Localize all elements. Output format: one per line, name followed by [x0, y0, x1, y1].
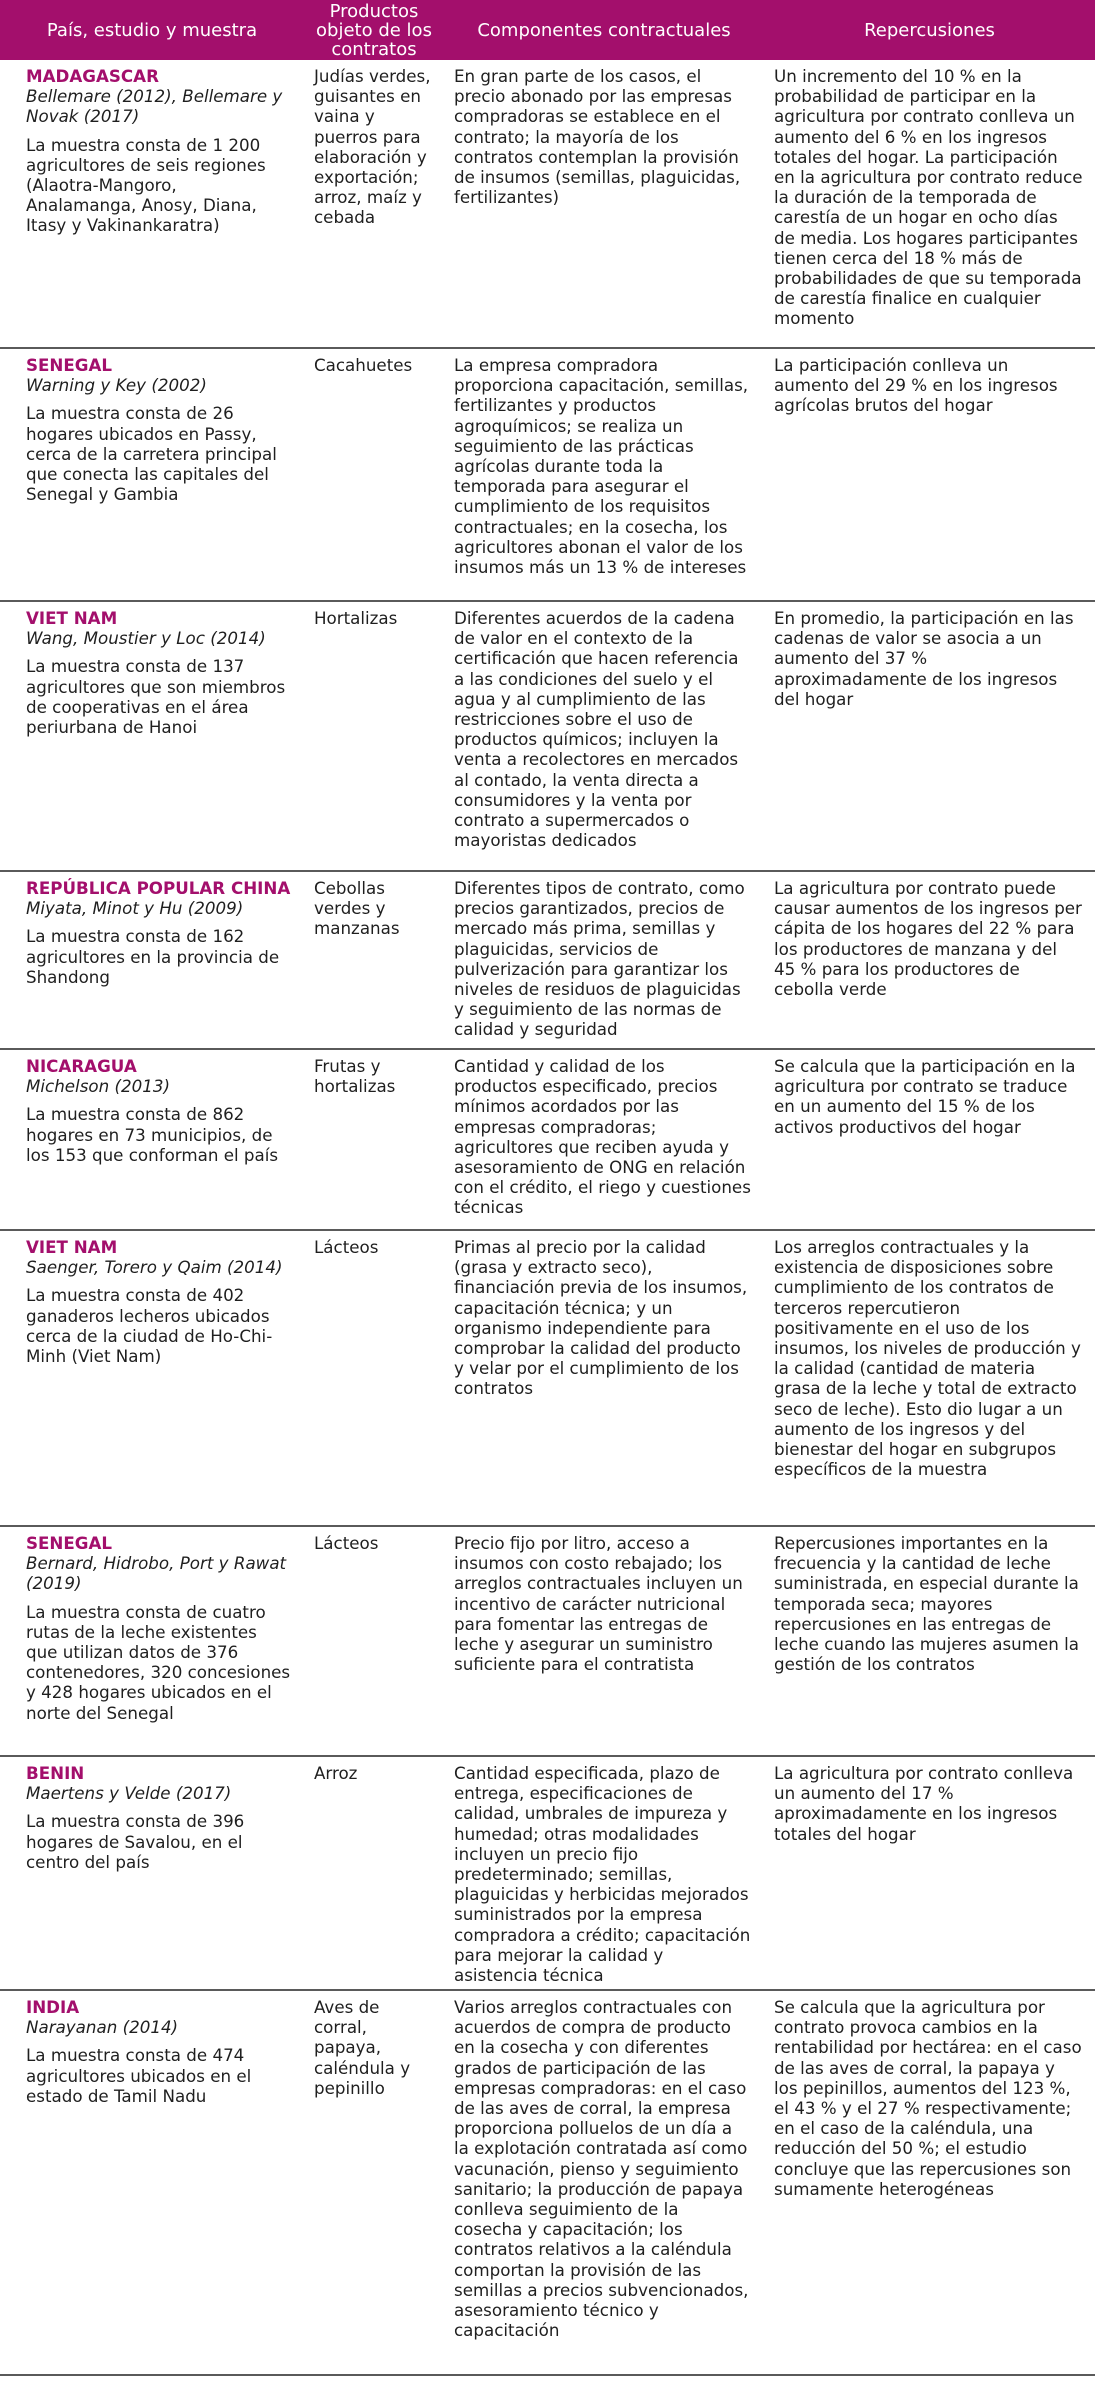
products-cell: Lácteos — [304, 1526, 444, 1756]
components-cell: Diferentes tipos de contrato, como precios garantizados, precios de mercado más prima, semillas y plaguicidas, servicios de pulverización para garantizar los niveles de residuos de plaguicidas y seguimiento de las normas de calidad y seguridad — [444, 871, 764, 1049]
country-name: SENEGAL — [26, 1533, 113, 1553]
country-name: SENEGAL — [26, 355, 113, 375]
impact-cell: Los arreglos contractuales y la existencia de disposiciones sobre cumplimiento de los contratos de terceros repercutieron positivamente en el uso de los insumos, los niveles de producción y la calidad (cantidad de materia grasa de la leche y total de extracto seco de leche). Esto dio lugar a un aumento de los ingresos y del bienestar del hogar en subgrupos específicos de la muestra — [764, 1230, 1095, 1526]
study-cell — [0, 871, 304, 1049]
table-row — [0, 1990, 1095, 2375]
impact-cell: En promedio, la participación en las cadenas de valor se asocia a un aumento del 37 % aproximadamente de los ingresos del hogar — [764, 601, 1095, 871]
table-row — [0, 60, 1095, 348]
components-cell: Cantidad especificada, plazo de entrega, especificaciones de calidad, umbrales de impureza y humedad; otras modalidades incluyen un precio fijo predeterminado; semillas, plaguicidas y herbicidas mejorados suministrados por la empresa compradora a crédito; capacitación para mejorar la calidad y asistencia técnica — [444, 1756, 764, 1990]
sample-description: La muestra consta de 162 agricultores en la provincia de Shandong — [26, 926, 280, 987]
study-authors: Bernard, Hidrobo, Port y Rawat (2019) — [26, 1553, 287, 1594]
sample-description: La muestra consta de 474 agricultores ubicados en el estado de Tamil Nadu — [26, 2045, 252, 2106]
impact-cell: Se calcula que la agricultura por contrato provoca cambios en la rentabilidad por hectárea: en el caso de las aves de corral, la papaya y los pepinillos, aumentos del 123 %, el 43 % y el 27 % respectivamente; en el caso de la caléndula, una reducción del 50 %; el estudio concluye que las repercusiones son sumamente heterogéneas — [764, 1990, 1095, 2375]
country-name: INDIA — [26, 1997, 80, 2017]
header-country-study-sample: País, estudio y muestra — [0, 0, 304, 60]
table-row — [0, 601, 1095, 871]
study-authors: Warning y Key (2002) — [26, 375, 207, 396]
study-authors: Narayanan (2014) — [26, 2017, 179, 2038]
products-cell: Cacahuetes — [304, 348, 444, 601]
table-header — [0, 0, 1095, 60]
products-cell: Arroz — [304, 1756, 444, 1990]
impact-cell: Repercusiones importantes en la frecuencia y la cantidad de leche suministrada, en especial durante la temporada seca; mayores repercusiones en las entregas de leche cuando las mujeres asumen la gestión de los contratos — [764, 1526, 1095, 1756]
country-name: BENIN — [26, 1763, 85, 1783]
study-authors: Wang, Moustier y Loc (2014) — [26, 628, 266, 649]
country-name: NICARAGUA — [26, 1056, 137, 1076]
sample-description: La muestra consta de 862 hogares en 73 municipios, de los 153 que conforman el país — [26, 1104, 279, 1165]
study-cell — [0, 1049, 304, 1230]
country-name: REPÚBLICA POPULAR CHINA — [26, 878, 291, 898]
components-cell: Diferentes acuerdos de la cadena de valor en el contexto de la certificación que hacen referencia a las condiciones del suelo y el agua y al cumplimiento de las restricciones sobre el uso de productos químicos; incluyen la venta a recolectores en mercados al contado, la venta directa a consumidores y la venta por contrato a supermercados o mayoristas dedicados — [444, 601, 764, 871]
study-cell — [0, 601, 304, 871]
products-cell: Lácteos — [304, 1230, 444, 1526]
sample-description: La muestra consta de 1 200 agricultores de seis regiones (Alaotra-Mangoro, Analamanga, Anosy, Diana, Itasy y Vakinankaratra) — [26, 134, 266, 236]
study-authors: Saenger, Torero y Qaim (2014) — [26, 1257, 283, 1278]
sample-description: La muestra consta de 26 hogares ubicados en Passy, cerca de la carretera principal que conecta las capitales del Senegal y Gambia — [26, 403, 277, 505]
products-cell: Cebollas verdes y manzanas — [304, 871, 444, 1049]
country-name: VIET NAM — [26, 608, 118, 628]
impact-cell: Se calcula que la participación en la agricultura por contrato se traduce en un aumento del 15 % de los activos productivos del hogar — [764, 1049, 1095, 1230]
table-body — [0, 60, 1095, 2375]
study-authors: Michelson (2013) — [26, 1076, 170, 1097]
components-cell: Cantidad y calidad de los productos especificado, precios mínimos acordados por las empresas compradoras; agricultores que reciben ayuda y asesoramiento de ONG en relación con el crédito, el riego y cuestiones técnicas — [444, 1049, 764, 1230]
products-cell: Judías verdes, guisantes en vaina y puerros para elaboración y exportación; arroz, maíz y cebada — [304, 60, 444, 348]
study-cell — [0, 1230, 304, 1526]
components-cell: Primas al precio por la calidad (grasa y extracto seco), financiación previa de los insumos, capacitación técnica; y un organismo independiente para comprobar la calidad del producto y velar por el cumplimiento de los contratos — [444, 1230, 764, 1526]
country-name: VIET NAM — [26, 1237, 118, 1257]
study-authors: Bellemare (2012), Bellemare y Novak (2017) — [26, 86, 283, 127]
products-cell: Frutas y hortalizas — [304, 1049, 444, 1230]
impact-cell: La agricultura por contrato puede causar aumentos de los ingresos per cápita de los hogares del 22 % para los productores de manzana y del 45 % para los productores de cebolla verde — [764, 871, 1095, 1049]
table-row — [0, 871, 1095, 1049]
study-cell — [0, 1990, 304, 2375]
table-row — [0, 1526, 1095, 1756]
header-impacts: Repercusiones — [764, 0, 1095, 60]
products-cell: Hortalizas — [304, 601, 444, 871]
study-cell — [0, 1526, 304, 1756]
sample-description: La muestra consta de cuatro rutas de la leche existentes que utilizan datos de 376 contenedores, 320 concesiones y 428 hogares ubicados en el norte del Senegal — [26, 1601, 291, 1723]
impact-cell: La agricultura por contrato conlleva un aumento del 17 % aproximadamente en los ingresos totales del hogar — [764, 1756, 1095, 1990]
impact-cell: La participación conlleva un aumento del 29 % en los ingresos agrícolas brutos del hogar — [764, 348, 1095, 601]
components-cell: En gran parte de los casos, el precio abonado por las empresas compradoras se establece en el contrato; la mayoría de los contratos contemplan la provisión de insumos (semillas, plaguicidas, fertilizantes) — [444, 60, 764, 348]
sample-description: La muestra consta de 396 hogares de Savalou, en el centro del país — [26, 1811, 245, 1872]
header-products: Productos objeto de los contratos — [304, 0, 444, 60]
study-cell — [0, 1756, 304, 1990]
components-cell: La empresa compradora proporciona capacitación, semillas, fertilizantes y productos agroquímicos; se realiza un seguimiento de las prácticas agrícolas durante toda la temporada para asegurar el cumplimiento de los requisitos contractuales; en la cosecha, los agricultores abonan el valor de los insumos más un 13 % de intereses — [444, 348, 764, 601]
table-row — [0, 348, 1095, 601]
header-contract-components: Componentes contractuales — [444, 0, 764, 60]
sample-description: La muestra consta de 402 ganaderos lecheros ubicados cerca de la ciudad de Ho-Chi-Minh (Viet Nam) — [26, 1285, 273, 1367]
study-cell — [0, 348, 304, 601]
country-name: MADAGASCAR — [26, 66, 159, 86]
header-row — [0, 0, 1095, 60]
sample-description: La muestra consta de 137 agricultores que son miembros de cooperativas en el área periurbana de Hanoi — [26, 656, 286, 738]
study-cell — [0, 60, 304, 348]
table-row — [0, 1230, 1095, 1526]
components-cell: Precio fijo por litro, acceso a insumos con costo rebajado; los arreglos contractuales incluyen un incentivo de carácter nutricional para fomentar las entregas de leche y asegurar un suministro suficiente para el contratista — [444, 1526, 764, 1756]
impact-cell: Un incremento del 10 % en la probabilidad de participar en la agricultura por contrato conlleva un aumento del 6 % en los ingresos totales del hogar. La participación en la agricultura por contrato reduce la duración de la temporada de carestía de un hogar en ocho días de media. Los hogares participantes tienen cerca del 18 % más de probabilidades de que su temporada de carestía finalice en cualquier momento — [764, 60, 1095, 348]
study-authors: Maertens y Velde (2017) — [26, 1783, 232, 1804]
products-cell: Aves de corral, papaya, caléndula y pepinillo — [304, 1990, 444, 2375]
components-cell: Varios arreglos contractuales con acuerdos de compra de producto en la cosecha y con diferentes grados de participación de las empresas compradoras: en el caso de las aves de corral, la empresa proporciona polluelos de un día a la explotación contratada así como vacunación, pienso y seguimiento sanitario; la producción de papaya conlleva seguimiento de la cosecha y capacitación; los contratos relativos a la caléndula comportan la provisión de las semillas a precios subvencionados, asesoramiento técnico y capacitación — [444, 1990, 764, 2375]
study-authors: Miyata, Minot y Hu (2009) — [26, 898, 244, 919]
table-row — [0, 1756, 1095, 1990]
table-row — [0, 1049, 1095, 1230]
